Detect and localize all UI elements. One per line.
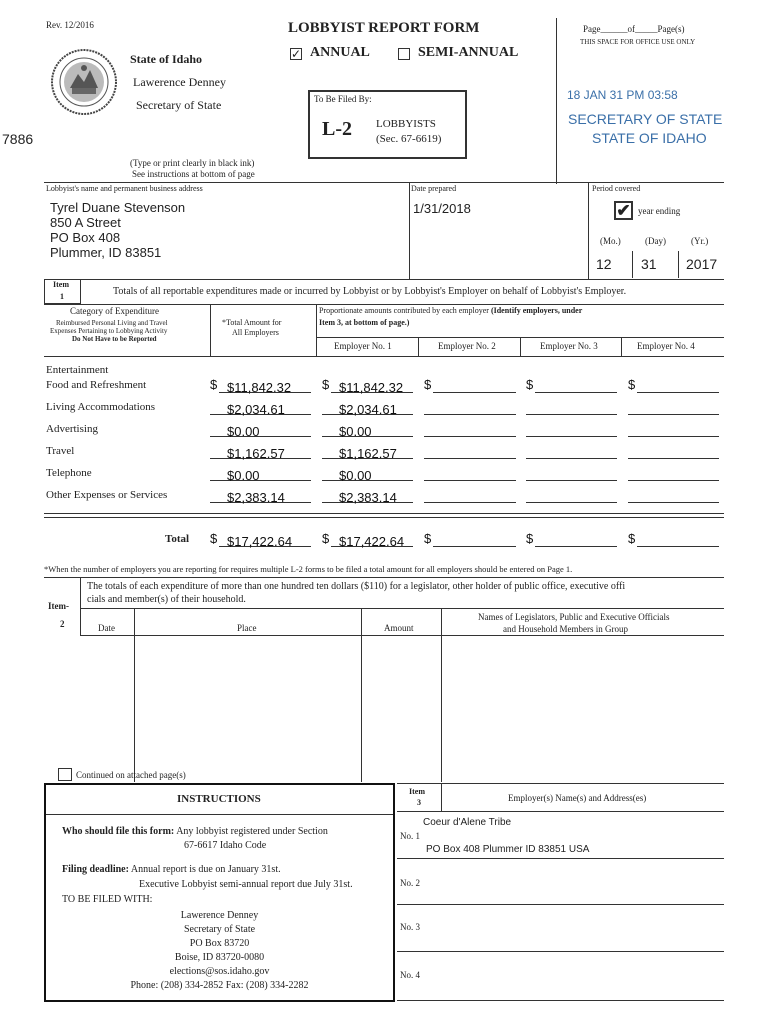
- employer1-amount-field[interactable]: $11,842.32: [331, 379, 413, 393]
- office-use-note: THIS SPACE FOR OFFICE USE ONLY: [580, 38, 696, 46]
- employer-no-label: No. 2: [400, 878, 420, 888]
- employer-no-label: No. 4: [400, 970, 420, 980]
- proportionate-header: Item 3, at bottom of page.): [319, 318, 410, 327]
- year-label: (Yr.): [691, 236, 709, 246]
- employer3-field[interactable]: [430, 908, 720, 948]
- employer4-total-field[interactable]: [637, 533, 719, 547]
- annual-checkbox[interactable]: ✓: [291, 47, 302, 61]
- employer3-total-field[interactable]: [535, 533, 617, 547]
- continued-label: Continued on attached page(s): [76, 770, 186, 780]
- item2-title: cials and member(s) of their household.: [87, 594, 246, 605]
- item-label: Item-: [48, 601, 69, 611]
- dollar-sign: $: [322, 377, 330, 392]
- grand-total-field[interactable]: $17,422.64: [219, 533, 311, 547]
- form-code: L-2: [322, 118, 352, 140]
- expense-category-label: Food and Refreshment: [46, 379, 147, 391]
- amount-column-header: Amount: [384, 623, 414, 633]
- item2-place-cell[interactable]: [135, 636, 361, 768]
- employer1-amount-field[interactable]: $2,383.14: [322, 489, 413, 503]
- item-number: 1: [60, 292, 64, 301]
- semi-annual-checkbox[interactable]: [398, 48, 410, 60]
- total-amount-field[interactable]: $2,034.61: [210, 401, 311, 415]
- employer3-amount-field[interactable]: [526, 467, 617, 481]
- employer-no-label: No. 3: [400, 922, 420, 932]
- filing-deadline: Filing deadline: Annual report is due on January 31st.: [62, 864, 281, 875]
- item-label: Item: [53, 280, 69, 289]
- employer-header-2: Employer No. 2: [438, 341, 496, 351]
- type-print-note: (Type or print clearly in black ink): [130, 158, 255, 168]
- side-number: 7886: [2, 131, 34, 147]
- filing-deadline-semi: Executive Lobbyist semi-annual report due July 31st.: [139, 879, 353, 890]
- employer1-amount-field[interactable]: $1,162.57: [322, 445, 413, 459]
- employer1-total-field[interactable]: $17,422.64: [331, 533, 413, 547]
- day-label: (Day): [645, 236, 666, 246]
- period-year-field[interactable]: 2017: [686, 256, 718, 272]
- employer3-amount-field[interactable]: [526, 445, 617, 459]
- dollar-sign: $: [210, 377, 218, 392]
- lobbyist-address-line: PO Box 408: [50, 230, 121, 245]
- expense-category-label: Other Expenses or Services: [46, 489, 168, 501]
- names-column-header: Names of Legislators, Public and Executive Officials: [478, 612, 670, 622]
- dollar-sign: $: [210, 531, 218, 546]
- filing-address: Lawerence Denney Secretary of State PO Box 83720 Boise, ID 83720-0080 elections@sos.idaho.gov Phone: (208) 334-2852 Fax: (208) 334-2282: [130, 910, 309, 991]
- employer2-amount-field[interactable]: [424, 467, 516, 481]
- expense-category-label: Advertising: [46, 423, 98, 435]
- employer1-amount-field[interactable]: $0.00: [322, 467, 413, 481]
- item1-title: Totals of all reportable expenditures made or incurred by Lobbyist or by Lobbyist's Employer on behalf of Lobbyist's Employer.: [113, 286, 627, 297]
- dollar-sign: $: [424, 531, 432, 546]
- employer1-amount-field[interactable]: $0.00: [322, 423, 413, 437]
- names-column-header: and Household Members in Group: [503, 624, 628, 634]
- employer2-amount-field[interactable]: [424, 401, 516, 415]
- month-label: (Mo.): [600, 236, 621, 246]
- category-note: Expenses Pertaining to Lobbying Activity: [50, 327, 168, 335]
- annual-label: ANNUAL: [310, 45, 370, 60]
- filer-type: LOBBYISTS: [376, 118, 436, 130]
- dollar-sign: $: [424, 377, 432, 392]
- revision-label: Rev. 12/2016: [46, 20, 94, 30]
- lobbyist-address-line: Plummer, ID 83851: [50, 245, 162, 260]
- total-amount-field[interactable]: $0.00: [210, 423, 311, 437]
- dollar-sign: $: [526, 377, 534, 392]
- who-should-file-code: 67-6617 Idaho Code: [184, 840, 267, 851]
- employer-header-3: Employer No. 3: [540, 341, 598, 351]
- employer3-amount-field[interactable]: [526, 423, 617, 437]
- year-ending-label: year ending: [638, 206, 681, 216]
- employer4-amount-field[interactable]: [628, 445, 719, 459]
- total-all-employers-header: All Employers: [232, 328, 279, 337]
- state-seal-icon: [50, 48, 118, 116]
- total-all-employers-header: *Total Amount for: [222, 318, 282, 327]
- employer4-amount-field[interactable]: [628, 467, 719, 481]
- period-covered-label: Period covered: [592, 184, 641, 193]
- employer2-amount-field[interactable]: [433, 379, 516, 393]
- item-number: 3: [417, 798, 421, 807]
- item1-footnote: *When the number of employers you are reporting for requires multiple L-2 forms to be filed a total amount for all employers should be entered on Page 1.: [44, 564, 573, 574]
- official-name: Lawerence Denney: [133, 75, 226, 89]
- employer1-address-field[interactable]: PO Box 408 Plummer ID 83851 USA: [426, 844, 590, 855]
- employer-header-4: Employer No. 4: [637, 341, 695, 351]
- employer4-amount-field[interactable]: [628, 423, 719, 437]
- employer2-total-field[interactable]: [433, 533, 516, 547]
- see-instructions-note: See instructions at bottom of page: [132, 169, 255, 179]
- total-amount-field[interactable]: $11,842.32: [219, 379, 311, 393]
- place-column-header: Place: [237, 623, 257, 633]
- filed-by-box: [308, 90, 467, 159]
- expense-category-label: Travel: [46, 445, 75, 457]
- received-stamp-state: STATE OF IDAHO: [592, 130, 707, 146]
- page-count-field[interactable]: Page______of_____Page(s): [583, 24, 685, 34]
- pages-label: Page(s): [657, 24, 685, 34]
- item2-amount-cell[interactable]: [362, 636, 441, 768]
- lobbyist-address-field[interactable]: [50, 200, 185, 260]
- item2-names-cell[interactable]: [442, 636, 724, 768]
- employer4-field[interactable]: [430, 955, 720, 997]
- date-prepared-label: Date prepared: [411, 184, 457, 193]
- of-label: of: [627, 24, 635, 34]
- dollar-sign: $: [628, 531, 636, 546]
- who-should-file: Who should file this form: Any lobbyist registered under Section: [62, 826, 328, 837]
- entertainment-label: Entertainment: [46, 364, 109, 376]
- official-title: Secretary of State: [136, 98, 222, 112]
- employer3-amount-field[interactable]: [535, 379, 617, 393]
- semi-annual-label: SEMI-ANNUAL: [418, 45, 519, 60]
- dollar-sign: $: [526, 531, 534, 546]
- employer-no-label: No. 1: [400, 831, 420, 841]
- item-label: Item: [409, 787, 425, 796]
- year-ending-checkbox[interactable]: ✔: [614, 201, 633, 220]
- item2-title: The totals of each expenditure of more than one hundred ten dollars ($110) for a legislator, other holder of public office, executive offi: [87, 581, 626, 592]
- form-title: LOBBYIST REPORT FORM: [288, 20, 480, 36]
- dollar-sign: $: [628, 377, 636, 392]
- employers-header: Employer(s) Name(s) and Address(es): [508, 793, 647, 803]
- item-number: 2: [60, 619, 65, 629]
- employer-header-1: Employer No. 1: [334, 341, 392, 351]
- lobbyist-address-line: 850 A Street: [50, 215, 121, 230]
- instructions-title: INSTRUCTIONS: [177, 793, 261, 805]
- category-note: Reimbursed Personal Living and Travel: [56, 319, 168, 327]
- period-month-field[interactable]: 12: [596, 256, 612, 272]
- employer3-amount-field[interactable]: [526, 401, 617, 415]
- period-day-field[interactable]: 31: [641, 256, 657, 272]
- received-stamp-office: SECRETARY OF STATE: [568, 111, 723, 127]
- file-with-label: TO BE FILED WITH:: [62, 894, 153, 905]
- page-label: Page: [583, 24, 601, 34]
- employer3-amount-field[interactable]: [526, 489, 617, 503]
- total-amount-field[interactable]: $1,162.57: [210, 445, 311, 459]
- proportionate-header: Proportionate amounts contributed by each employer (Identify employers, under: [319, 306, 583, 315]
- employer1-amount-field[interactable]: $2,034.61: [322, 401, 413, 415]
- code-section: (Sec. 67-6619): [376, 133, 442, 145]
- continued-checkbox[interactable]: [58, 768, 72, 781]
- category-note: Do Not Have to be Reported: [72, 335, 157, 343]
- item1-label-box: [44, 279, 81, 304]
- received-stamp-date: 18 JAN 31 PM 03:58: [567, 88, 678, 102]
- employer2-field[interactable]: [430, 862, 720, 902]
- lobbyist-label: Lobbyist's name and permanent business address: [46, 184, 203, 193]
- employer4-amount-field[interactable]: [637, 379, 719, 393]
- filed-by-label: To Be Filed By:: [314, 94, 372, 104]
- state-name: State of Idaho: [130, 52, 203, 66]
- expense-category-label: Telephone: [46, 467, 92, 479]
- category-header: Category of Expenditure: [70, 306, 159, 316]
- total-amount-field[interactable]: $0.00: [210, 467, 311, 481]
- date-prepared-field[interactable]: 1/31/2018: [413, 201, 471, 216]
- employer2-amount-field[interactable]: [424, 423, 516, 437]
- lobbyist-name: Tyrel Duane Stevenson: [50, 200, 186, 215]
- employer1-name-field[interactable]: Coeur d'Alene Tribe: [423, 817, 512, 828]
- employer4-amount-field[interactable]: [628, 489, 719, 503]
- item2-date-cell[interactable]: [80, 636, 134, 768]
- expense-category-label: Living Accommodations: [46, 401, 156, 413]
- employer2-amount-field[interactable]: [424, 445, 516, 459]
- instructions-box: [44, 783, 395, 1002]
- employer4-amount-field[interactable]: [628, 401, 719, 415]
- dollar-sign: $: [322, 531, 330, 546]
- employer2-amount-field[interactable]: [424, 489, 516, 503]
- date-column-header: Date: [98, 623, 115, 633]
- total-amount-field[interactable]: $2,383.14: [210, 489, 311, 503]
- total-label: Total: [165, 533, 190, 545]
